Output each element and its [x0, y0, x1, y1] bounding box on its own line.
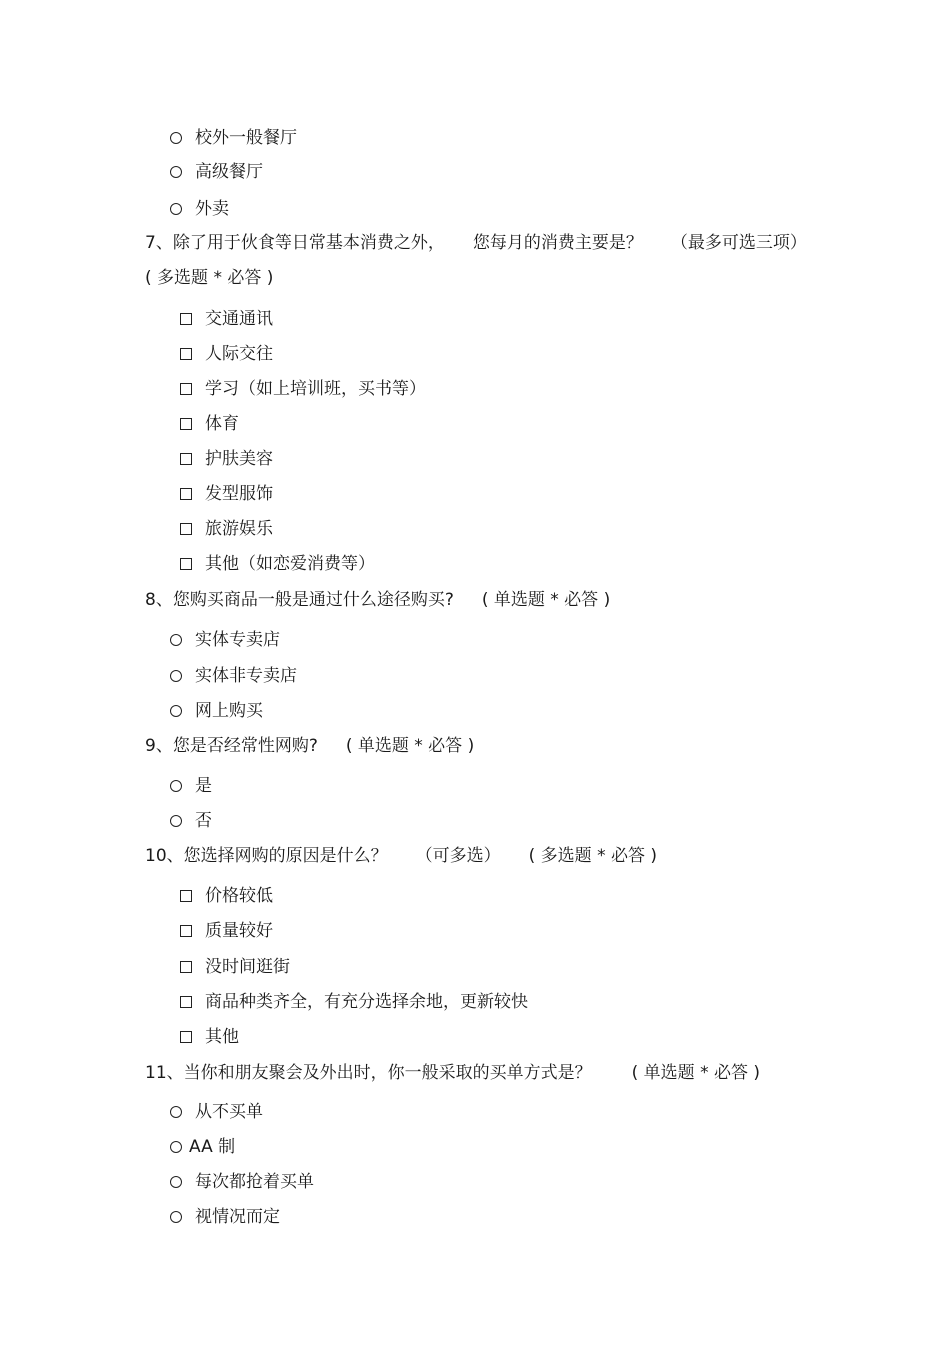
option-label: 高级餐厅: [195, 162, 263, 182]
radio-option[interactable]: [170, 1206, 280, 1228]
checkbox-icon[interactable]: [180, 383, 192, 395]
checkbox-icon[interactable]: [180, 348, 192, 360]
checkbox-option[interactable]: [180, 343, 273, 365]
radio-option[interactable]: [170, 700, 263, 722]
radio-icon[interactable]: [170, 1211, 182, 1223]
checkbox-icon[interactable]: [180, 558, 192, 570]
option-label: 旅游娱乐: [205, 519, 273, 539]
question-9: 9、您是否经常性网购? ( 单选题 * 必答 ): [145, 736, 475, 756]
checkbox-icon[interactable]: [180, 488, 192, 500]
option-label: 价格较低: [205, 886, 273, 906]
radio-icon[interactable]: [170, 705, 182, 717]
option-label: 发型服饰: [205, 484, 273, 504]
checkbox-option[interactable]: [180, 991, 528, 1013]
question-8: 8、您购买商品一般是通过什么途径购买? ( 单选题 * 必答 ): [145, 590, 611, 610]
checkbox-option[interactable]: [180, 448, 273, 470]
option-label: 商品种类齐全，有充分选择余地，更新较快: [205, 992, 528, 1012]
radio-icon[interactable]: [170, 1176, 182, 1188]
radio-option[interactable]: [170, 198, 229, 220]
option-label: 护肤美容: [205, 449, 273, 469]
option-label: 网上购买: [195, 701, 263, 721]
radio-icon[interactable]: [170, 670, 182, 682]
option-label: 其他: [205, 1027, 239, 1047]
option-label: 人际交往: [205, 344, 273, 364]
option-label: 外卖: [195, 199, 229, 219]
radio-option[interactable]: [170, 629, 280, 651]
option-label: 实体非专卖店: [195, 666, 297, 686]
radio-option[interactable]: [170, 665, 297, 687]
checkbox-option[interactable]: [180, 956, 290, 978]
checkbox-option[interactable]: [180, 413, 239, 435]
option-label: 没时间逛街: [205, 957, 290, 977]
checkbox-option[interactable]: [180, 518, 273, 540]
question-10: 10、您选择网购的原因是什么？ （可多选） ( 多选题 * 必答 ): [145, 846, 658, 866]
option-label: 交通通讯: [205, 309, 273, 329]
checkbox-icon[interactable]: [180, 890, 192, 902]
checkbox-option[interactable]: [180, 553, 375, 575]
checkbox-option[interactable]: [180, 920, 273, 942]
radio-icon[interactable]: [170, 780, 182, 792]
checkbox-option[interactable]: [180, 1026, 239, 1048]
radio-icon[interactable]: [170, 1141, 182, 1153]
option-label: 其他（如恋爱消费等）: [205, 554, 375, 574]
radio-option[interactable]: [170, 1101, 263, 1123]
question-7-type: ( 多选题 * 必答 ): [145, 268, 274, 288]
radio-icon[interactable]: [170, 634, 182, 646]
radio-option[interactable]: [170, 1171, 314, 1193]
checkbox-icon[interactable]: [180, 453, 192, 465]
radio-icon[interactable]: [170, 203, 182, 215]
checkbox-option[interactable]: [180, 378, 426, 400]
radio-option[interactable]: [170, 810, 212, 832]
question-7: 7、除了用于伙食等日常基本消费之外， 您每月的消费主要是？ （最多可选三项）: [145, 233, 807, 253]
checkbox-icon[interactable]: [180, 313, 192, 325]
option-label: 学习（如上培训班，买书等）: [205, 379, 426, 399]
checkbox-icon[interactable]: [180, 996, 192, 1008]
option-label: 实体专卖店: [195, 630, 280, 650]
option-label: 视情况而定: [195, 1207, 280, 1227]
option-label: 校外一般餐厅: [195, 128, 297, 148]
radio-icon[interactable]: [170, 166, 182, 178]
option-label: 每次都抢着买单: [195, 1172, 314, 1192]
checkbox-icon[interactable]: [180, 418, 192, 430]
radio-option[interactable]: [170, 161, 263, 183]
checkbox-icon[interactable]: [180, 523, 192, 535]
radio-option[interactable]: [170, 1136, 235, 1158]
option-label: 是: [195, 776, 212, 796]
option-label: AA 制: [189, 1137, 236, 1157]
checkbox-icon[interactable]: [180, 961, 192, 973]
checkbox-icon[interactable]: [180, 1031, 192, 1043]
option-label: 体育: [205, 414, 239, 434]
radio-option[interactable]: [170, 775, 212, 797]
option-label: 质量较好: [205, 921, 273, 941]
radio-icon[interactable]: [170, 132, 182, 144]
checkbox-option[interactable]: [180, 308, 273, 330]
option-label: 否: [195, 811, 212, 831]
checkbox-icon[interactable]: [180, 925, 192, 937]
question-11: 11、当你和朋友聚会及外出时，你一般采取的买单方式是？ ( 单选题 * 必答 ): [145, 1063, 761, 1083]
checkbox-option[interactable]: [180, 483, 273, 505]
option-label: 从不买单: [195, 1102, 263, 1122]
radio-icon[interactable]: [170, 815, 182, 827]
checkbox-option[interactable]: [180, 885, 273, 907]
radio-icon[interactable]: [170, 1106, 182, 1118]
radio-option[interactable]: [170, 127, 297, 149]
